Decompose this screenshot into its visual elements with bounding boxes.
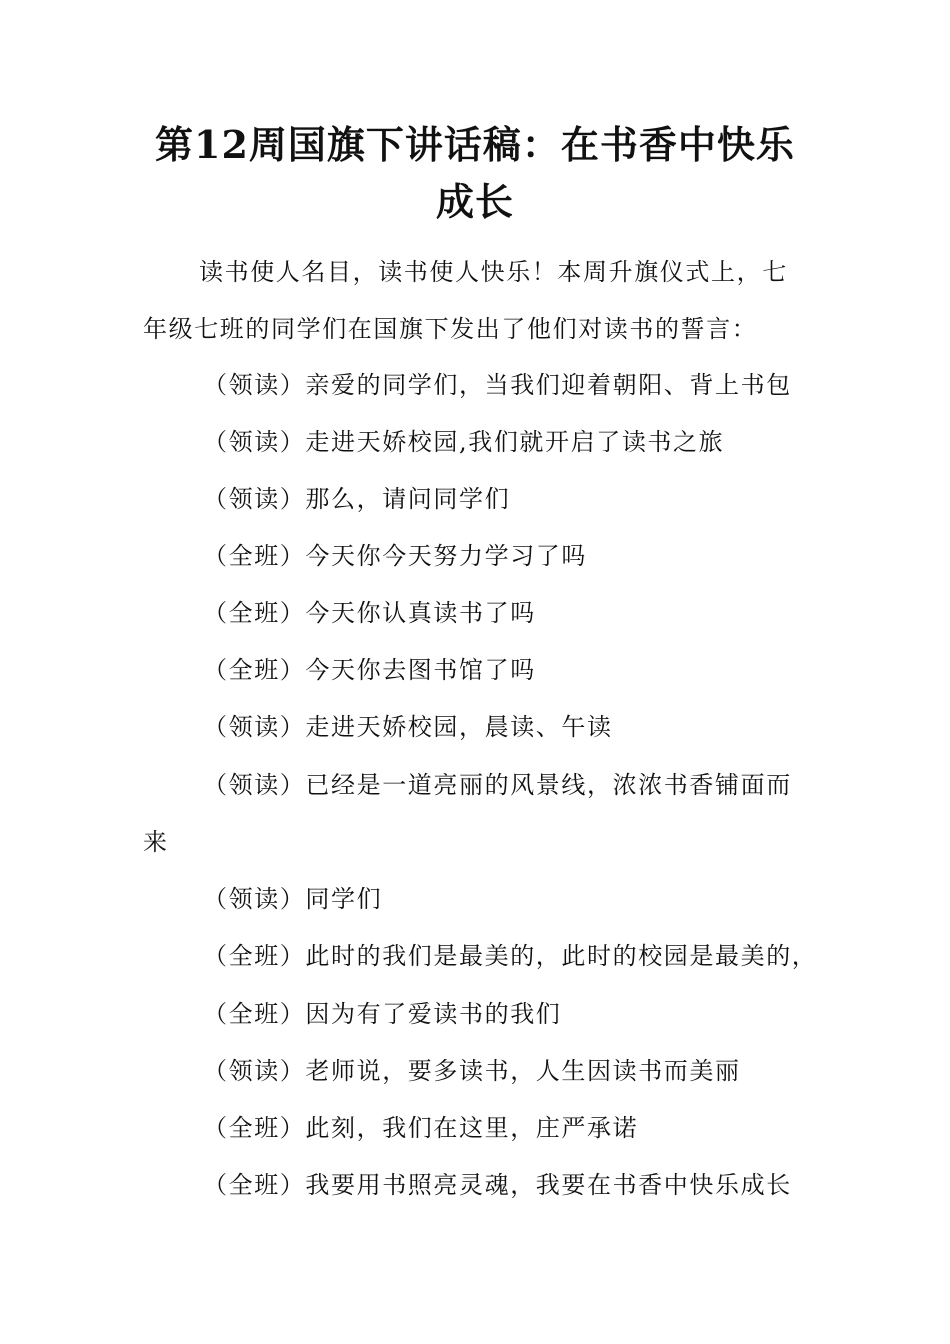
recitation-line-9: （领读）同学们: [203, 885, 383, 913]
recitation-line-14: （全班）我要用书照亮灵魂，我要在书香中快乐成长: [203, 1171, 792, 1199]
recitation-line-5: （全班）今天你认真读书了吗: [203, 599, 536, 627]
recitation-line-3: （领读）那么，请问同学们: [203, 485, 511, 513]
recitation-line-10: （全班）此时的我们是最美的，此时的校园是最美的，: [203, 942, 818, 970]
recitation-line-1: （领读）亲爱的同学们，当我们迎着朝阳、背上书包: [203, 371, 792, 399]
recitation-line-8: （领读）已经是一道亮丽的风景线，浓浓书香铺面而: [203, 771, 792, 799]
intro-paragraph: 读书使人名目，读书使人快乐！本周升旗仪式上，七年级七班的同学们在国旗下发出了他们对读书的誓言：: [143, 258, 788, 343]
recitation-line-11: （全班）因为有了爱读书的我们: [203, 1000, 562, 1028]
recitation-line-2: （领读）走进天娇校园,我们就开启了读书之旅: [203, 428, 725, 456]
recitation-line-4: （全班）今天你今天努力学习了吗: [203, 542, 587, 570]
recitation-line-12: （领读）老师说，要多读书，人生因读书而美丽: [203, 1057, 741, 1085]
document-title-line-2: 成长: [435, 179, 514, 224]
recitation-line-7: （领读）走进天娇校园，晨读、午读: [203, 713, 613, 741]
recitation-line-8-continued: 来: [143, 828, 169, 856]
document-title-line-1: 第12周国旗下讲话稿：在书香中快乐: [155, 122, 795, 167]
recitation-line-6: （全班）今天你去图书馆了吗: [203, 656, 536, 684]
recitation-line-13: （全班）此刻，我们在这里，庄严承诺: [203, 1114, 639, 1142]
